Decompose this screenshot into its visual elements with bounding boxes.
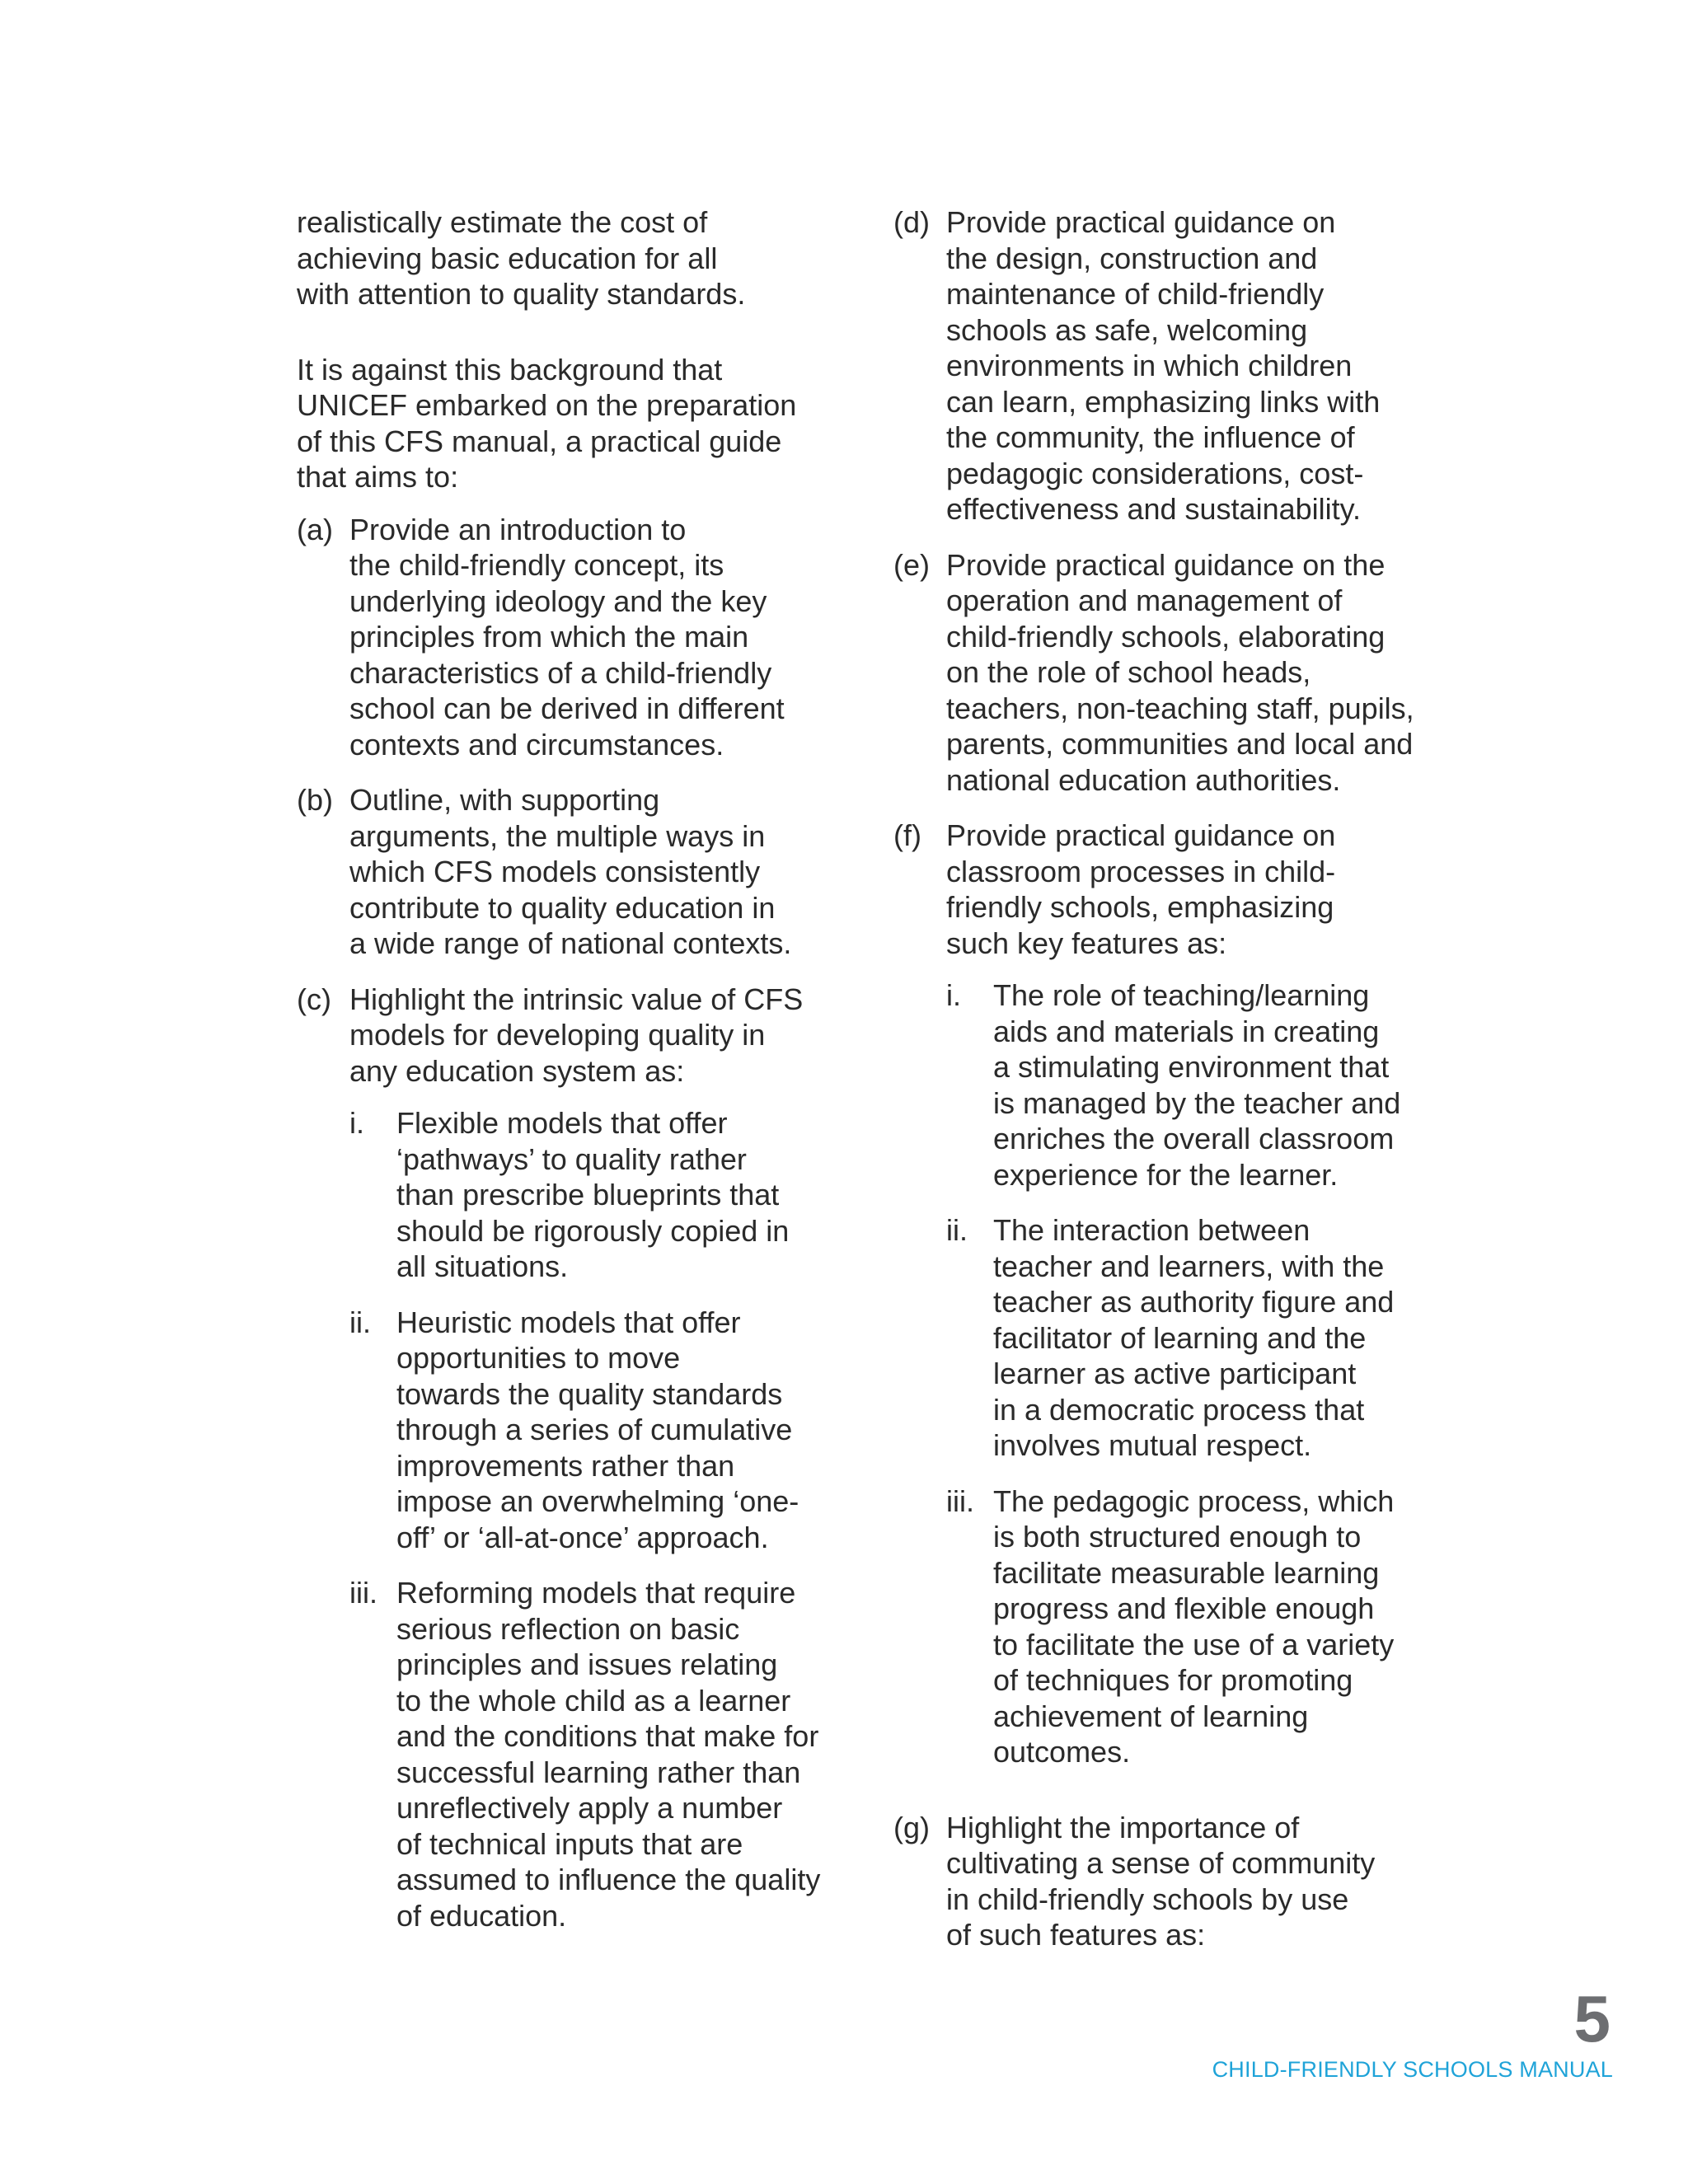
text-line: environments in which children (946, 349, 1353, 382)
text-line: schools as safe, welcoming (946, 312, 1308, 347)
text-line: Provide practical guidance on the (946, 547, 1386, 582)
text-line: such key features as: (946, 926, 1227, 960)
text-line: arguments, the multiple ways in (349, 818, 766, 853)
list-item-body (349, 782, 874, 962)
text-line: is both structured enough to (993, 1520, 1362, 1554)
sub-list-item-i (349, 1105, 874, 1285)
text-line: the child-friendly concept, its (349, 548, 724, 582)
text-line: operation and management of (946, 583, 1343, 617)
list-item-c (297, 982, 874, 1954)
text-line: can learn, emphasizing links with (946, 384, 1381, 419)
text-line: effectiveness and sustainability. (946, 492, 1361, 526)
text-line: realistically estimate the cost of (297, 205, 708, 239)
list-label: (a) (297, 512, 333, 546)
text-line: parents, communities and local and (946, 727, 1414, 761)
background-paragraph (297, 352, 874, 495)
text-line: of this CFS manual, a practical guide (297, 424, 782, 458)
sub-list-item-iii (946, 1483, 1487, 1770)
text-line: Flexible models that offer (396, 1106, 728, 1140)
text-line: The pedagogic process, which (993, 1483, 1395, 1518)
sub-list-item-body (993, 1212, 1487, 1464)
list-label: (f) (893, 818, 921, 852)
text-line: achieving basic education for all (297, 241, 718, 275)
text-line: of such features as: (946, 1918, 1206, 1952)
text-line: any education system as: (349, 1053, 685, 1088)
text-line: teacher and learners, with the (993, 1249, 1385, 1283)
list-item-body (946, 1810, 1487, 1953)
text-line: Outline, with supporting (349, 783, 660, 817)
text-line: experience for the learner. (993, 1157, 1339, 1192)
text-line: national education authorities. (946, 762, 1341, 797)
text-line: principles from which the main (349, 620, 749, 654)
text-line: successful learning rather than (396, 1755, 801, 1789)
text-line: friendly schools, emphasizing (946, 890, 1334, 924)
text-line: on the role of school heads, (946, 655, 1311, 689)
sub-list-label: i. (349, 1106, 364, 1140)
text-line: classroom processes in child- (946, 854, 1336, 888)
text-line: achievement of learning (993, 1699, 1309, 1733)
list-item-a (297, 512, 874, 763)
footer-manual-title: CHILD-FRIENDLY SCHOOLS MANUAL (1212, 2057, 1613, 2082)
sub-list (349, 1105, 874, 1933)
sub-list-item-iii (349, 1575, 874, 1933)
text-line: that aims to: (297, 460, 459, 494)
text-line: models for developing quality in (349, 1018, 766, 1052)
list-item-body (349, 982, 874, 1954)
text-line: aids and materials in creating (993, 1014, 1380, 1048)
text-line: underlying ideology and the key (349, 583, 767, 618)
text-line: outcomes. (993, 1735, 1131, 1769)
text-line: The interaction between (993, 1213, 1311, 1247)
sub-list-item-body (396, 1305, 874, 1556)
text-line: child-friendly schools, elaborating (946, 619, 1386, 654)
text-line: towards the quality standards (396, 1376, 783, 1411)
list-label: (e) (893, 547, 930, 582)
text-line: teachers, non-teaching staff, pupils, (946, 691, 1414, 725)
text-line: facilitate measurable learning (993, 1555, 1380, 1590)
text-line: through a series of cumulative (396, 1413, 793, 1446)
text-line: teacher as authority figure and (993, 1285, 1395, 1319)
text-line: in a democratic process that (993, 1392, 1365, 1427)
text-line: maintenance of child-friendly (946, 277, 1325, 311)
text-line: the community, the influence of (946, 420, 1355, 454)
sub-list-item-body (396, 1105, 874, 1285)
text-line: principles and issues relating (396, 1647, 778, 1681)
text-line: impose an overwhelming ‘one- (396, 1484, 799, 1518)
page-number: 5 (1573, 1982, 1611, 2055)
sub-list-item-body (396, 1575, 874, 1933)
text-line: Highlight the importance of (946, 1810, 1300, 1844)
text-line: characteristics of a child-friendly (349, 655, 772, 690)
text-line: a wide range of national contexts. (349, 926, 792, 960)
list-item-body (946, 204, 1487, 527)
list-label: (c) (297, 982, 331, 1016)
text-line: ‘pathways’ to quality rather (396, 1141, 747, 1176)
text-line: learner as active participant (993, 1357, 1357, 1390)
text-line: UNICEF embarked on the preparation (297, 388, 797, 422)
sub-list-item-body (993, 1483, 1487, 1770)
text-line: unreflectively apply a number (396, 1791, 783, 1825)
text-line: in child-friendly schools by use (946, 1882, 1349, 1916)
text-line: all situations. (396, 1249, 569, 1283)
text-line: to the whole child as a learner (396, 1683, 791, 1718)
text-line: of techniques for promoting (993, 1663, 1353, 1697)
sub-list-item-body (993, 977, 1487, 1193)
list-label: (g) (893, 1810, 930, 1844)
text-line: should be rigorously copied in (396, 1213, 790, 1248)
text-line: Highlight the intrinsic value of CFS (349, 982, 804, 1016)
text-line: is managed by the teacher and (993, 1085, 1401, 1120)
text-line: school can be derived in different (349, 691, 785, 725)
text-line: with attention to quality standards. (297, 277, 746, 311)
text-line: involves mutual respect. (993, 1428, 1312, 1462)
text-line: a stimulating environment that (993, 1050, 1390, 1084)
text-line: enriches the overall classroom (993, 1122, 1395, 1155)
text-line: contribute to quality education in (349, 890, 776, 925)
text-line: opportunities to move (396, 1341, 681, 1375)
sub-list-label: iii. (349, 1576, 377, 1610)
list-item-d (893, 204, 1487, 527)
list-item-b (297, 782, 874, 962)
text-line: serious reflection on basic (396, 1611, 740, 1646)
text-line: off’ or ‘all-at-once’ approach. (396, 1520, 769, 1554)
list-label: (b) (297, 783, 333, 817)
text-line: of technical inputs that are (396, 1826, 743, 1861)
text-line: Provide practical guidance on (946, 205, 1336, 239)
list-item-e (893, 547, 1487, 799)
sub-list-item-i (946, 977, 1487, 1193)
text-line: Heuristic models that offer (396, 1305, 741, 1339)
sub-list-item-ii (349, 1305, 874, 1556)
text-line: pedagogic considerations, cost- (946, 456, 1364, 490)
text-line: the design, construction and (946, 241, 1318, 275)
text-line: progress and flexible enough (993, 1591, 1375, 1625)
list-item-body (946, 818, 1487, 1790)
text-line: improvements rather than (396, 1448, 735, 1483)
text-line: It is against this background that (297, 352, 723, 387)
sub-list-label: i. (946, 978, 961, 1012)
text-line: assumed to influence the quality (396, 1863, 821, 1896)
text-line: contexts and circumstances. (349, 727, 724, 762)
list-item-g (893, 1810, 1487, 1953)
list-label: (d) (893, 205, 930, 239)
text-line: The role of teaching/learning (993, 978, 1370, 1012)
text-line: Provide practical guidance on (946, 818, 1336, 852)
left-column (297, 204, 874, 1973)
text-line: to facilitate the use of a variety (993, 1627, 1395, 1661)
list-item-body (349, 512, 874, 763)
list-item-body (946, 547, 1487, 799)
text-line: Reforming models that require (396, 1576, 796, 1610)
sub-list-label: ii. (946, 1213, 968, 1247)
list-item-f (893, 818, 1487, 1790)
text-line: facilitator of learning and the (993, 1320, 1367, 1355)
text-line: cultivating a sense of community (946, 1846, 1376, 1880)
sub-list (946, 977, 1487, 1770)
text-line: Provide an introduction to (349, 512, 687, 546)
sub-list-label: iii. (946, 1483, 974, 1518)
sub-list-item-ii (946, 1212, 1487, 1464)
sub-list-label: ii. (349, 1305, 371, 1339)
text-line: than prescribe blueprints that (396, 1178, 780, 1212)
right-column (893, 204, 1487, 1973)
text-line: which CFS models consistently (349, 855, 761, 888)
intro-paragraph (297, 204, 874, 312)
text-line: of education. (396, 1898, 567, 1933)
text-line: and the conditions that make for (396, 1719, 819, 1753)
